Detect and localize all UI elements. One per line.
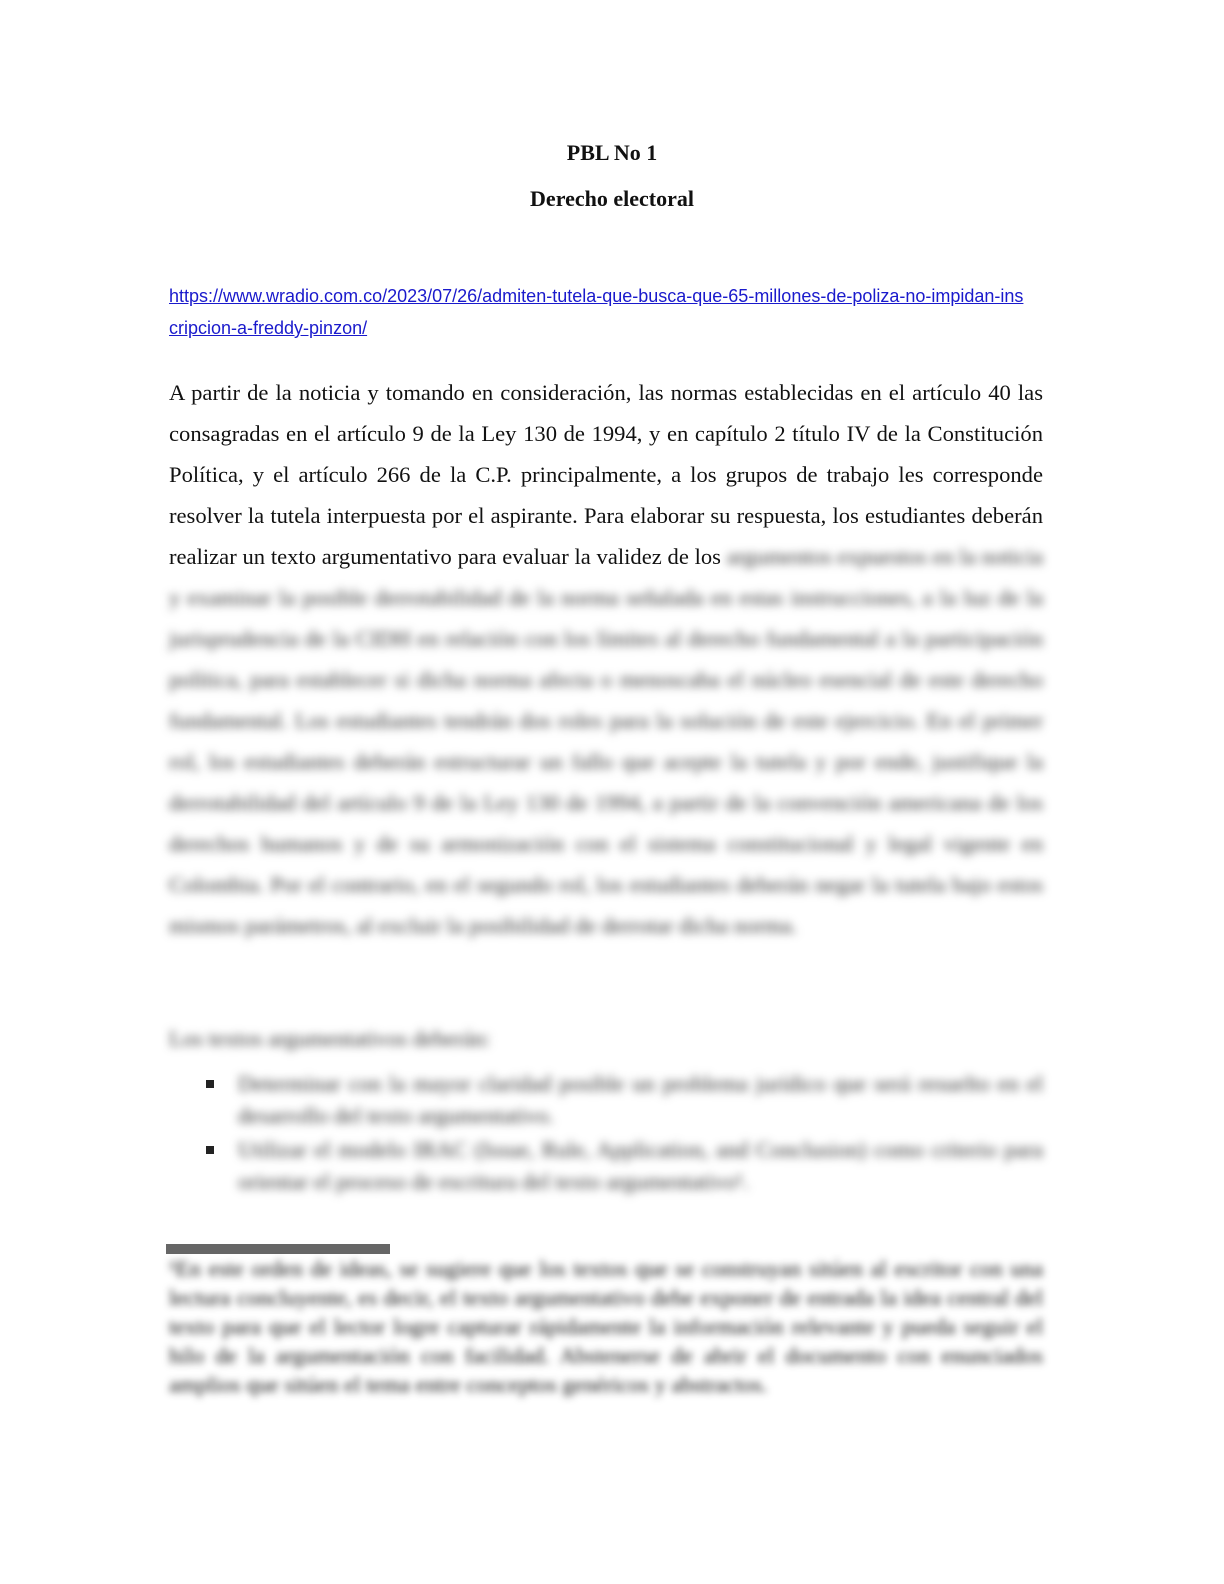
list-item (169, 1068, 1043, 1132)
list-intro: Los textos argumentativos deberán: (169, 1026, 491, 1051)
square-bullet-icon (206, 1080, 214, 1088)
requirements-list (169, 1068, 1043, 1200)
list-item-text: Determinar con la mayor claridad posible un problema jurídico que será resuelto en el desarrollo del texto argumentativo. (238, 1071, 1043, 1128)
document-subtitle: Derecho electoral (530, 186, 694, 211)
document-title: PBL No 1 (566, 140, 658, 165)
paragraph-obscured-text: argumentos expuestos en la noticia y examinar la posible derrotabilidad de la norma señalada en estas instrucciones, a la luz de la jurisprudencia de la CIDH en relación con los límites al derecho fundamental a la participación política, para establecer si dicha norma afecta o menoscaba el núcleo esencial de este derecho fundamental. Los estudiantes tendrán dos roles para la solución de este ejercicio. En el primer rol, los estudiantes deberán estructurar un fallo que acepte la tutela y por ende, justifique la derrotabilidad del artículo 9 de la Ley 130 de 1994, a partir de la convención americana de los derechos humanos y de su armonización con el sistema constitucional y legal vigente en Colombia. Por el contrario, en el segundo rol, los estudiantes deberán negar la tutela bajo estos mismos parámetros, al excluir la posibilidad de derrotar dicha norma. (169, 544, 1043, 938)
paragraph-visible-text: A partir de la noticia y tomando en consideración, las normas establecidas en el artículo 40 las consagradas en el artículo 9 de la Ley 130 de 1994, y en capítulo 2 título IV de la Constitución Política, y el artículo 266 de la C.P. principalmente, a los grupos de trabajo les corresponde resolver la tutela interpuesta por el aspirante. Para elaborar su respuesta, los estudiantes deberán realizar un texto argumentativo para evaluar la validez de los (169, 380, 1043, 569)
main-paragraph (169, 372, 1043, 946)
news-link[interactable]: https://www.wradio.com.co/2023/07/26/admiten-tutela-que-busca-que-65-millones-de-poliza-no-impidan-inscripcion-a-freddy-pinzon/ (169, 286, 1024, 338)
footnote: ¹En este orden de ideas, se sugiere que los textos que se construyan sitúen al escritor con una lectura concluyente, es decir, el texto argumentativo debe exponer de entrada la idea central del texto para que el lector logre capturar rápidamente la información relevante y pueda seguir el hilo de la argumentación con facilidad. Abstenerse de abrir el documento con enunciados amplios que sitúen el tema entre conceptos genéricos y abstractos. (169, 1256, 1043, 1397)
square-bullet-icon (206, 1146, 214, 1154)
list-item-text: Utilizar el modelo IRAC (Issue, Rule, Application, and Conclusion) como criterio para orientar el proceso de escritura del texto argumentativo¹. (238, 1137, 1043, 1194)
list-item (169, 1134, 1043, 1198)
footnote-divider (166, 1244, 390, 1254)
